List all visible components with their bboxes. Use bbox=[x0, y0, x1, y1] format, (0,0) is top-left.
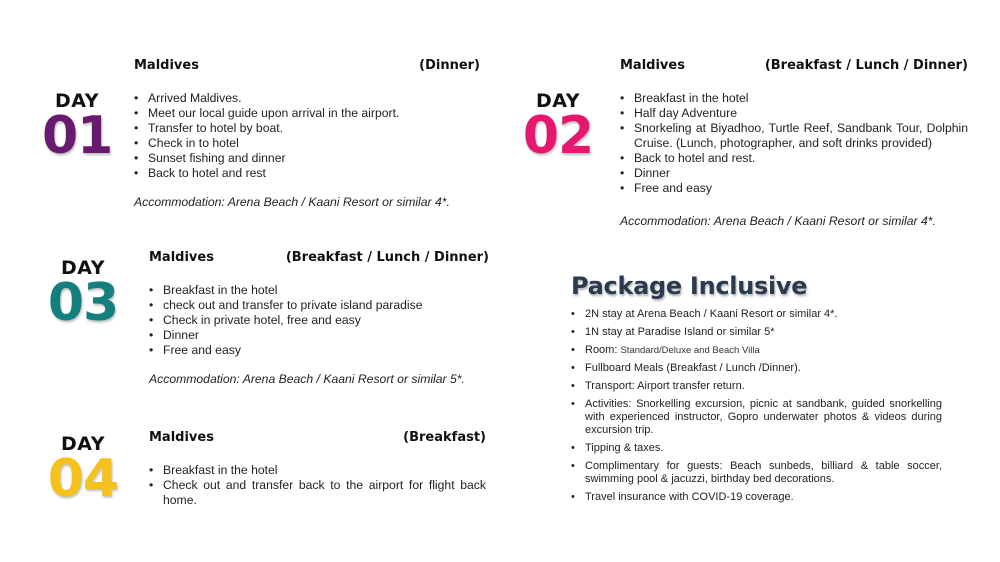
meals: (Dinner) bbox=[419, 58, 480, 73]
package-item: • Travel insurance with COVID-19 coverage. bbox=[571, 491, 942, 504]
package-item bbox=[571, 344, 942, 357]
day-label: DAY bbox=[61, 257, 105, 279]
list-item: • Sunset fishing and dinner bbox=[134, 151, 480, 166]
activity-list bbox=[149, 463, 486, 508]
day-04-itinerary bbox=[149, 430, 486, 508]
day-label: DAY bbox=[536, 90, 580, 112]
package-list bbox=[571, 308, 942, 509]
location: Maldives bbox=[620, 58, 685, 73]
package-item: • Transport: Airport transfer return. bbox=[571, 380, 942, 393]
day-number: 01 bbox=[42, 106, 113, 166]
location: Maldives bbox=[134, 58, 199, 73]
list-item: • Check in private hotel, free and easy bbox=[149, 313, 489, 328]
day-header bbox=[134, 58, 480, 73]
accommodation-note: Accommodation: Arena Beach / Kaani Resort or similar 5*. bbox=[149, 372, 465, 386]
activity-list bbox=[620, 91, 968, 196]
day-number: 02 bbox=[522, 106, 594, 166]
package-item-label: Room: bbox=[585, 344, 621, 356]
package-item: • 2N stay at Arena Beach / Kaani Resort or similar 4*. bbox=[571, 308, 942, 321]
list-item: • Dinner bbox=[149, 328, 489, 343]
day-number: 03 bbox=[47, 273, 119, 333]
day-label: DAY bbox=[61, 433, 105, 455]
activity-list bbox=[134, 91, 480, 181]
day-header bbox=[149, 250, 489, 265]
day-badge-02 bbox=[522, 90, 594, 166]
day-01-itinerary bbox=[134, 58, 480, 210]
list-item: • Breakfast in the hotel bbox=[620, 91, 968, 106]
location: Maldives bbox=[149, 250, 214, 265]
list-item: • Half day Adventure bbox=[620, 106, 968, 121]
package-item: • Complimentary for guests: Beach sunbeds, billiard & table soccer, swimming pool & jacuzzi, birthday bed decorations. bbox=[571, 460, 942, 486]
meals: (Breakfast / Lunch / Dinner) bbox=[764, 58, 968, 73]
day-badge-03 bbox=[46, 257, 120, 333]
room-types: Standard/Deluxe and Beach Villa bbox=[620, 345, 760, 356]
meals: (Breakfast / Lunch / Dinner) bbox=[285, 250, 489, 265]
list-item: • Check out and transfer back to the airport for flight back home. bbox=[149, 478, 486, 508]
list-item: • Free and easy bbox=[149, 343, 489, 358]
package-item: • Tipping & taxes. bbox=[571, 442, 942, 455]
list-item: • Snorkeling at Biyadhoo, Turtle Reef, Sandbank Tour, Dolphin Cruise. (Lunch, photographer, and soft drinks provided) bbox=[620, 121, 968, 151]
package-title: Package Inclusive bbox=[571, 272, 808, 300]
location: Maldives bbox=[149, 430, 214, 445]
package-item: • Fullboard Meals (Breakfast / Lunch /Dinner). bbox=[571, 362, 942, 375]
accommodation-note: Accommodation: Arena Beach / Kaani Resort or similar 4*. bbox=[620, 214, 936, 228]
list-item: • Arrived Maldives. bbox=[134, 91, 480, 106]
list-item: • Free and easy bbox=[620, 181, 968, 196]
list-item: • Dinner bbox=[620, 166, 968, 181]
day-label: DAY bbox=[55, 90, 99, 112]
list-item: • Transfer to hotel by boat. bbox=[134, 121, 480, 136]
package-item: • Activities: Snorkelling excursion, picnic at sandbank, guided snorkelling with experienced instructor, Gopro underwater photos & videos during excursion trip. bbox=[571, 398, 942, 437]
day-03-itinerary bbox=[149, 250, 489, 387]
list-item: • Back to hotel and rest bbox=[134, 166, 480, 181]
meals: (Breakfast) bbox=[403, 430, 486, 445]
accommodation-note: Accommodation: Arena Beach / Kaani Resort or similar 4*. bbox=[134, 195, 450, 209]
day-02-itinerary bbox=[620, 58, 968, 229]
day-header bbox=[620, 58, 968, 73]
list-item: • Meet our local guide upon arrival in the airport. bbox=[134, 106, 480, 121]
package-item: • 1N stay at Paradise Island or similar 5* bbox=[571, 326, 942, 339]
activity-list bbox=[149, 283, 489, 358]
day-badge-04 bbox=[46, 433, 120, 509]
list-item: • Breakfast in the hotel bbox=[149, 283, 489, 298]
day-number: 04 bbox=[47, 449, 119, 509]
list-item: • Breakfast in the hotel bbox=[149, 463, 486, 478]
list-item: • Back to hotel and rest. bbox=[620, 151, 968, 166]
day-header bbox=[149, 430, 486, 445]
day-badge-01 bbox=[42, 90, 113, 166]
list-item: • Check in to hotel bbox=[134, 136, 480, 151]
list-item: • check out and transfer to private island paradise bbox=[149, 298, 489, 313]
